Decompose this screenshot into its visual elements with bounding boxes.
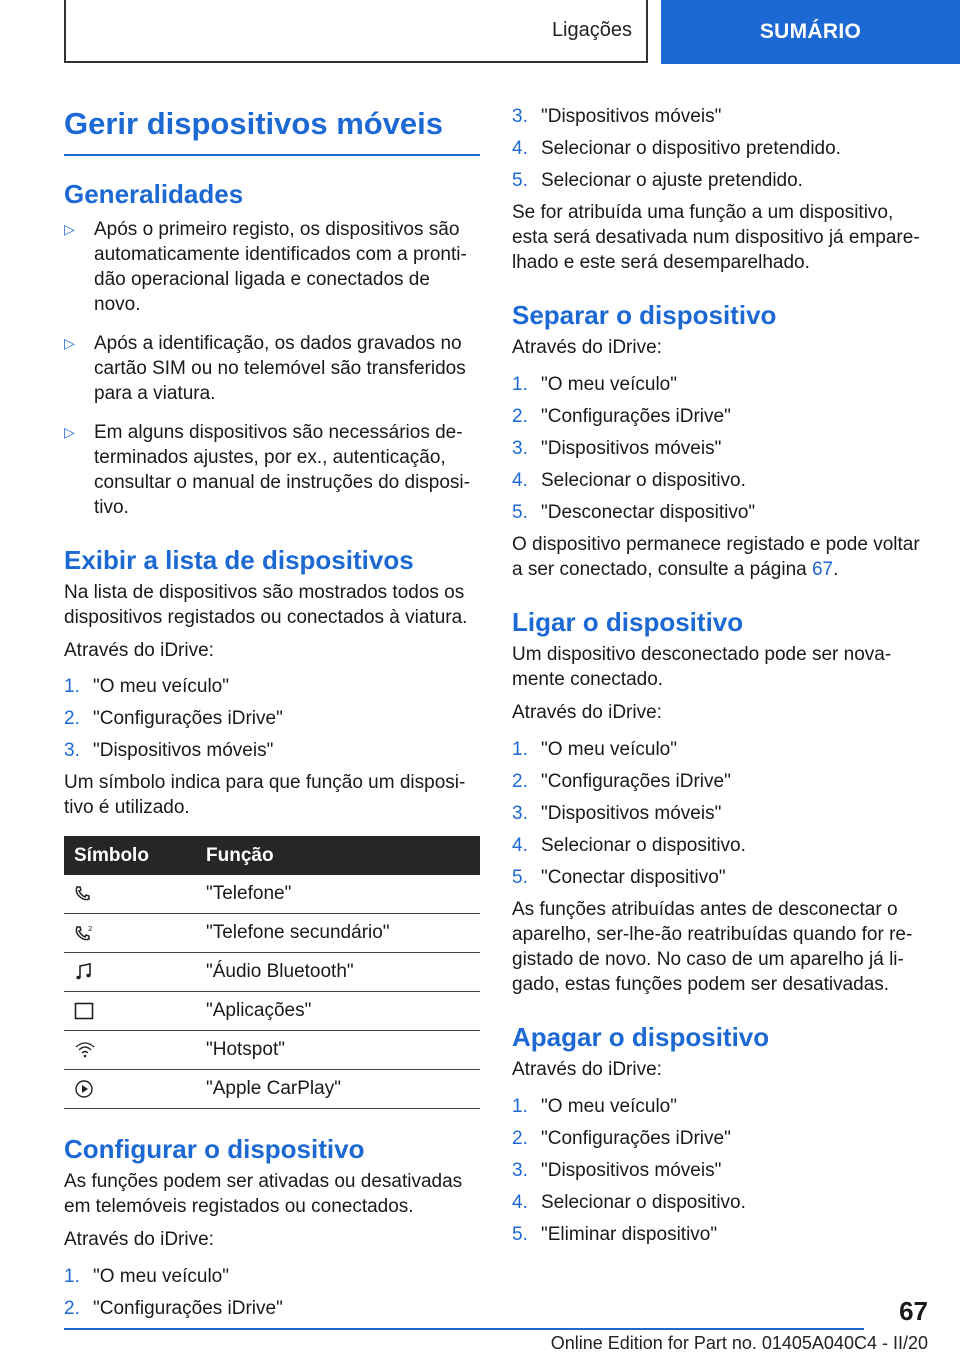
step-item: [64, 1296, 480, 1321]
step-item: [512, 372, 928, 397]
bullet-text: Em alguns dispositivos são necessários determinados ajustes, por ex., autenticação, consultar o manual de instruções do dispositivo.: [94, 422, 470, 518]
step-text: "Dispositivos móveis": [541, 106, 722, 127]
step-item: [512, 404, 928, 429]
step-text: "Configurações iDrive": [541, 1128, 731, 1149]
step-text: "Conectar dispositivo": [541, 867, 726, 888]
step-text: Selecionar o dispositivo.: [541, 835, 746, 856]
step-text: "Eliminar dispositivo": [541, 1224, 718, 1245]
steps-list: [512, 372, 928, 525]
page-number: 67: [899, 1296, 928, 1326]
triangle-bullet-icon: ▷: [64, 221, 75, 237]
paragraph: Um símbolo indica para que função um dispositivo é utilizado.: [64, 772, 466, 818]
step-item: [512, 1222, 928, 1247]
paragraph: As funções atribuídas antes de desconectar o aparelho, ser-lhe-ão reatribuídas quando for registado de novo. No caso de um aparelho já ligado, estas funções podem ser desativadas.: [512, 899, 913, 995]
paragraph: As funções podem ser ativadas ou desativadas em telemóveis registados ou conectados.: [64, 1171, 463, 1217]
step-item: [512, 1094, 928, 1119]
step-text: "Dispositivos móveis": [541, 803, 722, 824]
column-header-symbol: Símbolo: [64, 836, 196, 875]
step-item: [512, 1190, 928, 1215]
step-item: [512, 468, 928, 493]
step-item: [64, 706, 480, 731]
step-item: [512, 833, 928, 858]
step-number: 1.: [512, 739, 528, 760]
step-number: 5.: [512, 1224, 528, 1245]
step-text: "O meu veículo": [93, 676, 229, 697]
function-cell: "Telefone secundário": [196, 914, 480, 953]
table-row: [64, 992, 480, 1031]
steps-list: [64, 674, 480, 763]
section-heading-general: Generalidades: [64, 179, 244, 209]
step-number: 2.: [512, 1128, 528, 1149]
paragraph: Um dispositivo desconectado pode ser novamente conectado.: [512, 644, 892, 690]
links-tab[interactable]: Ligações: [64, 0, 648, 63]
step-number: 2.: [64, 1298, 80, 1319]
function-cell: "Hotspot": [196, 1031, 480, 1070]
step-number: 1.: [64, 676, 80, 697]
step-number: 4.: [512, 835, 528, 856]
bullet-text: Após o primeiro registo, os dispositivos são automaticamente identificados com a prontidão operacional ligada e conectados de novo.: [94, 219, 467, 315]
via-idrive-text: Através do iDrive:: [64, 640, 214, 661]
step-number: 5.: [512, 170, 528, 191]
function-cell: "Telefone": [196, 875, 480, 914]
via-idrive-text: Através do iDrive:: [512, 337, 662, 358]
step-item: [512, 136, 928, 161]
step-text: "O meu veículo": [93, 1266, 229, 1287]
step-number: 3.: [512, 803, 528, 824]
step-number: 1.: [512, 374, 528, 395]
bullet-text: Após a identificação, os dados gravados no cartão SIM ou no telemóvel são transferidos para a viatura.: [94, 333, 466, 404]
apps-square-icon: [64, 992, 196, 1031]
step-item: [512, 500, 928, 525]
right-column: [512, 104, 928, 1254]
paragraph: [512, 532, 928, 582]
step-item: [64, 738, 480, 763]
paragraph: Se for atribuída uma função a um dispositivo, esta será desativada num dispositivo já emparelhado e este será desemparelhado.: [512, 202, 920, 273]
step-number: 2.: [512, 406, 528, 427]
step-number: 4.: [512, 138, 528, 159]
step-number: 3.: [64, 740, 80, 761]
step-item: [512, 865, 928, 890]
step-item: [64, 674, 480, 699]
step-number: 4.: [512, 470, 528, 491]
step-item: [512, 769, 928, 794]
step-text: "O meu veículo": [541, 1096, 677, 1117]
svg-text:2: 2: [88, 925, 93, 933]
section-heading-separate: Separar o dispositivo: [512, 300, 777, 330]
triangle-bullet-icon: ▷: [64, 424, 75, 440]
step-text: "Dispositivos móveis": [93, 740, 274, 761]
top-navigation: [0, 0, 960, 66]
step-number: 3.: [512, 1160, 528, 1181]
step-text: Selecionar o ajuste pretendido.: [541, 170, 803, 191]
step-item: [512, 436, 928, 461]
steps-list: [64, 1264, 480, 1321]
step-number: 4.: [512, 1192, 528, 1213]
page-reference-link[interactable]: 67: [811, 559, 834, 580]
section-heading-connect: Ligar o dispositivo: [512, 607, 744, 637]
step-text: "Dispositivos móveis": [541, 438, 722, 459]
step-number: 3.: [512, 106, 528, 127]
paragraph-text: .: [833, 559, 839, 580]
step-number: 5.: [512, 502, 528, 523]
carplay-play-icon: [64, 1070, 196, 1109]
step-text: "O meu veículo": [541, 374, 677, 395]
via-idrive-text: Através do iDrive:: [64, 1229, 214, 1250]
wifi-hotspot-icon: [64, 1031, 196, 1070]
via-idrive-text: Através do iDrive:: [512, 1059, 662, 1080]
function-cell: "Apple CarPlay": [196, 1070, 480, 1109]
function-cell: "Áudio Bluetooth": [196, 953, 480, 992]
section-heading-configure: Configurar o dispositivo: [64, 1134, 365, 1164]
paragraph: Na lista de dispositivos são mostrados todos os dispositivos registados ou conectados à viatura.: [64, 582, 468, 628]
step-item: [64, 1264, 480, 1289]
step-number: 1.: [64, 1266, 80, 1287]
step-text: "Configurações iDrive": [93, 708, 283, 729]
step-number: 3.: [512, 438, 528, 459]
step-number: 1.: [512, 1096, 528, 1117]
step-text: "Dispositivos móveis": [541, 1160, 722, 1181]
step-number: 5.: [512, 867, 528, 888]
table-row: [64, 953, 480, 992]
steps-list: [512, 1094, 928, 1247]
via-idrive-text: Através do iDrive:: [512, 702, 662, 723]
step-text: "Configurações iDrive": [541, 406, 731, 427]
step-text: "Configurações iDrive": [541, 771, 731, 792]
bullet-item: [64, 420, 480, 520]
step-text: Selecionar o dispositivo pretendido.: [541, 138, 841, 159]
bullet-item: [64, 331, 480, 406]
table-row: [64, 1031, 480, 1070]
step-number: 2.: [64, 708, 80, 729]
step-item: [512, 1126, 928, 1151]
section-heading-device-list: Exibir a lista de dispositivos: [64, 545, 414, 575]
step-text: Selecionar o dispositivo.: [541, 1192, 746, 1213]
step-text: Selecionar o dispositivo.: [541, 470, 746, 491]
steps-list: [512, 104, 928, 193]
music-note-icon: [64, 953, 196, 992]
phone-icon: [64, 875, 196, 914]
footer-divider: [64, 1328, 864, 1330]
column-header-function: Função: [196, 836, 480, 875]
summary-tab[interactable]: SUMÁRIO: [661, 0, 960, 64]
triangle-bullet-icon: ▷: [64, 335, 75, 351]
step-item: [512, 801, 928, 826]
table-row: [64, 875, 480, 914]
general-bullets: [64, 217, 480, 520]
step-text: "Configurações iDrive": [93, 1298, 283, 1319]
symbol-table: [64, 836, 480, 1109]
phone-secondary-icon: [64, 914, 196, 953]
page-title: Gerir dispositivos móveis: [64, 100, 480, 156]
step-item: [512, 1158, 928, 1183]
left-column: [64, 100, 480, 1328]
function-cell: "Aplicações": [196, 992, 480, 1031]
table-row: [64, 1070, 480, 1109]
steps-list: [512, 737, 928, 890]
step-number: 2.: [512, 771, 528, 792]
step-item: [512, 737, 928, 762]
paragraph-text: O dispositivo permanece registado e pode voltar a ser conectado, consulte a página: [512, 534, 920, 580]
section-heading-delete: Apagar o dispositivo: [512, 1022, 770, 1052]
bullet-item: [64, 217, 480, 317]
step-text: "Desconectar dispositivo": [541, 502, 756, 523]
step-item: [512, 104, 928, 129]
table-header-row: [64, 836, 480, 875]
step-text: "O meu veículo": [541, 739, 677, 760]
table-row: [64, 914, 480, 953]
edition-footer: Online Edition for Part no. 01405A040C4 - II/20: [550, 1333, 928, 1353]
step-item: [512, 168, 928, 193]
